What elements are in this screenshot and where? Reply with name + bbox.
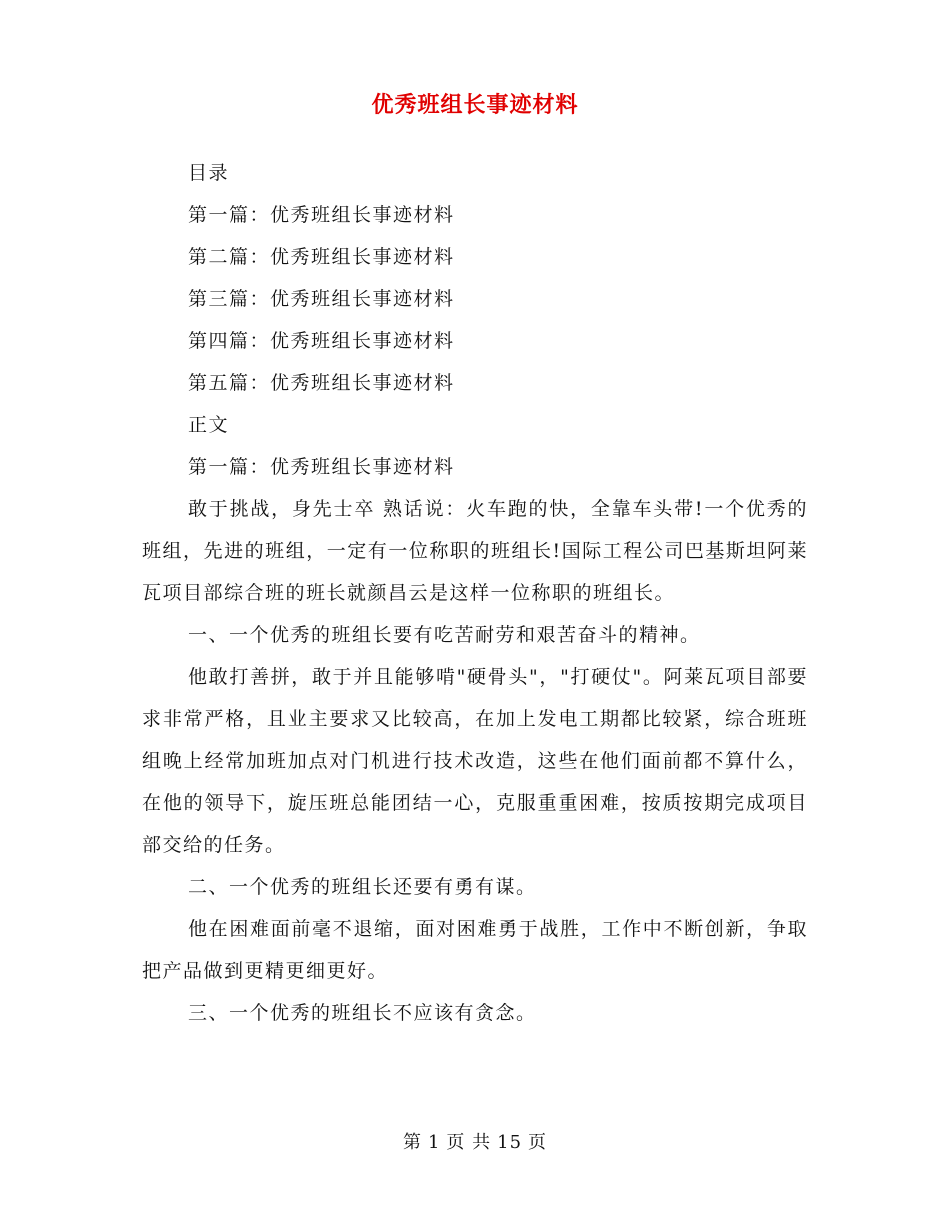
toc-item: 第三篇：优秀班组长事迹材料 — [188, 288, 455, 310]
section-title: 第一篇：优秀班组长事迹材料 — [188, 456, 455, 478]
document-body — [142, 152, 808, 1034]
footer-suffix: 页 — [528, 1132, 548, 1153]
paragraph: 三、一个优秀的班组长不应该有贪念。 — [188, 1002, 537, 1024]
toc-item: 第四篇：优秀班组长事迹材料 — [188, 330, 455, 352]
paragraph: 他在困难面前毫不退缩，面对困难勇于战胜，工作中不断创新，争取把产品做到更精更细更好。 — [142, 918, 808, 982]
footer-page-number: 1 — [427, 1132, 441, 1153]
toc-item: 第一篇：优秀班组长事迹材料 — [188, 204, 455, 226]
footer-prefix: 第 — [402, 1132, 422, 1153]
page-footer — [0, 1128, 950, 1154]
document-title: 优秀班组长事迹材料 — [371, 93, 579, 118]
toc-item: 第二篇：优秀班组长事迹材料 — [188, 246, 455, 268]
toc-heading: 目录 — [188, 162, 230, 184]
body-heading: 正文 — [188, 414, 230, 436]
footer-mid: 页 共 — [446, 1132, 492, 1153]
paragraph: 一、一个优秀的班组长要有吃苦耐劳和艰苦奋斗的精神。 — [188, 624, 701, 646]
paragraph: 敢于挑战，身先士卒 熟话说：火车跑的快，全靠车头带!一个优秀的班组，先进的班组，一定有一位称职的班组长!国际工程公司巴基斯坦阿莱瓦项目部综合班的班长就颜昌云是这样一位称职的班组长。 — [142, 498, 808, 604]
footer-total-pages: 15 — [497, 1132, 523, 1153]
paragraph: 他敢打善拼，敢于并且能够啃"硬骨头"，"打硬仗"。阿莱瓦项目部要求非常严格，且业主要求又比较高，在加上发电工期都比较紧，综合班班组晚上经常加班加点对门机进行技术改造，这些在他们面前都不算什么，在他的领导下，旋压班总能团结一心，克服重重困难，按质按期完成项目部交给的任务。 — [142, 666, 808, 856]
toc-item: 第五篇：优秀班组长事迹材料 — [188, 372, 455, 394]
paragraph: 二、一个优秀的班组长还要有勇有谋。 — [188, 876, 537, 898]
